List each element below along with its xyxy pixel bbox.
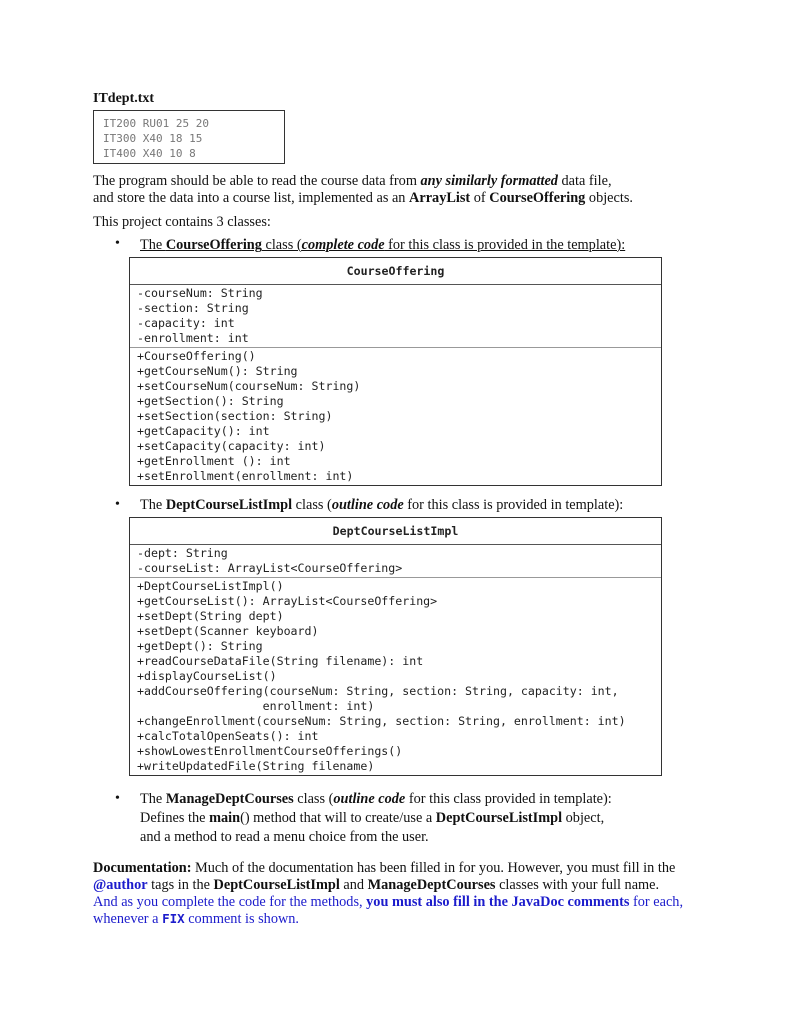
- emphasis: CourseOffering: [165, 237, 262, 253]
- uml-courseoffering: [129, 257, 662, 486]
- bullet-1-text: [140, 237, 625, 254]
- method: +setDept(String dept): [137, 609, 284, 623]
- text: class (: [293, 791, 334, 807]
- method: +setEnrollment(enrollment: int): [137, 469, 354, 483]
- bullet-3-line-2: [140, 810, 604, 827]
- text: and store the data into a course list, implemented as an: [93, 190, 410, 206]
- attributes-section: [130, 285, 661, 348]
- heading: Documentation:: [93, 860, 192, 876]
- text: object,: [562, 810, 605, 826]
- emphasis: CourseOffering: [489, 190, 586, 206]
- text: for this class is provided in template):: [403, 497, 624, 513]
- text: and: [339, 877, 368, 893]
- intro-line-1: [93, 173, 612, 190]
- method: +getCourseList(): ArrayList<CourseOffering>: [137, 594, 438, 608]
- method: +setCourseNum(courseNum: String): [137, 379, 361, 393]
- bullet-icon: •: [115, 791, 120, 806]
- methods-section: [130, 578, 661, 775]
- method: +getCapacity(): int: [137, 424, 270, 438]
- fix-keyword: FIX: [162, 911, 185, 926]
- text: comment is shown.: [184, 911, 300, 927]
- file-line: IT200 RU01 25 20: [103, 117, 209, 130]
- author-tag: @author: [93, 877, 148, 893]
- attributes-section: [130, 545, 661, 578]
- method: +addCourseOffering(courseNum: String, section: String, capacity: int,: [137, 684, 619, 698]
- emphasis: you must also fill in the JavaDoc comments: [366, 894, 630, 910]
- text: of: [470, 190, 490, 206]
- text: objects.: [585, 190, 633, 206]
- method: +readCourseDataFile(String filename): int: [137, 654, 424, 668]
- bullet-icon: •: [115, 497, 120, 512]
- emphasis: ArrayList: [409, 190, 471, 206]
- emphasis: ManageDeptCourses: [165, 791, 294, 807]
- text: class (: [261, 237, 302, 253]
- method: +calcTotalOpenSeats(): int: [137, 729, 319, 743]
- intro-line-2: [93, 190, 633, 207]
- text: And as you complete the code for the methods,: [93, 894, 367, 910]
- method: +displayCourseList(): [137, 669, 277, 683]
- doc-line-4: [93, 911, 299, 928]
- method: +setCapacity(capacity: int): [137, 439, 326, 453]
- text: for this class is provided in the template):: [384, 237, 626, 253]
- method: +getSection(): String: [137, 394, 284, 408]
- bullet-3-line-3: and a method to read a menu choice from the user.: [140, 829, 429, 845]
- file-contents-box: [93, 110, 285, 164]
- method: +getDept(): String: [137, 639, 263, 653]
- text: () method that will to create/use a: [240, 810, 436, 826]
- text: for this class provided in template):: [405, 791, 612, 807]
- doc-line-2: [93, 877, 659, 894]
- text: for each,: [629, 894, 684, 910]
- bullet-icon: •: [115, 236, 120, 251]
- text: The: [140, 497, 166, 513]
- attribute: -courseNum: String: [137, 286, 263, 300]
- emphasis: outline code: [331, 497, 404, 513]
- emphasis: any similarly formatted: [420, 173, 558, 189]
- text: whenever a: [93, 911, 163, 927]
- uml-deptcourselistimpl: [129, 517, 662, 776]
- file-line: IT400 X40 10 8: [103, 147, 196, 160]
- text: The: [140, 791, 166, 807]
- method: +setSection(section: String): [137, 409, 333, 423]
- text: classes with your full name.: [495, 877, 660, 893]
- bullet-3-text: [140, 791, 612, 808]
- bullet-2-text: [140, 497, 623, 514]
- method: +getCourseNum(): String: [137, 364, 298, 378]
- intro-line-3: This project contains 3 classes:: [93, 214, 271, 230]
- text: tags in the: [147, 877, 214, 893]
- method: +showLowestEnrollmentCourseOfferings(): [137, 744, 403, 758]
- emphasis: main: [209, 810, 241, 826]
- doc-line-1: [93, 860, 675, 877]
- text: class (: [292, 497, 332, 513]
- method: +getEnrollment (): int: [137, 454, 291, 468]
- file-line: IT300 X40 18 15: [103, 132, 203, 145]
- attribute: -section: String: [137, 301, 249, 315]
- class-name: DeptCourseListImpl: [130, 518, 661, 545]
- methods-section: [130, 348, 661, 485]
- emphasis: DeptCourseListImpl: [435, 810, 563, 826]
- text: Much of the documentation has been filled in for you. However, you must fill in the: [191, 860, 676, 876]
- emphasis: DeptCourseListImpl: [165, 497, 293, 513]
- method: +CourseOffering(): [137, 349, 256, 363]
- emphasis: outline code: [333, 791, 406, 807]
- file-name: ITdept.txt: [93, 91, 155, 106]
- method: enrollment: int): [137, 699, 375, 713]
- text: The program should be able to read the course data from: [93, 173, 421, 189]
- class-name: CourseOffering: [130, 258, 661, 285]
- emphasis: ManageDeptCourses: [367, 877, 496, 893]
- text: The: [140, 237, 166, 253]
- text: data file,: [557, 173, 612, 189]
- attribute: -capacity: int: [137, 316, 235, 330]
- method: +setDept(Scanner keyboard): [137, 624, 319, 638]
- attribute: -dept: String: [137, 546, 228, 560]
- emphasis: complete code: [301, 237, 385, 253]
- attribute: -enrollment: int: [137, 331, 249, 345]
- emphasis: DeptCourseListImpl: [213, 877, 340, 893]
- attribute: -courseList: ArrayList<CourseOffering>: [137, 561, 403, 575]
- text: Defines the: [140, 810, 210, 826]
- doc-line-3: [93, 894, 683, 911]
- method: +DeptCourseListImpl(): [137, 579, 284, 593]
- method: +changeEnrollment(courseNum: String, section: String, enrollment: int): [137, 714, 626, 728]
- method: +writeUpdatedFile(String filename): [137, 759, 375, 773]
